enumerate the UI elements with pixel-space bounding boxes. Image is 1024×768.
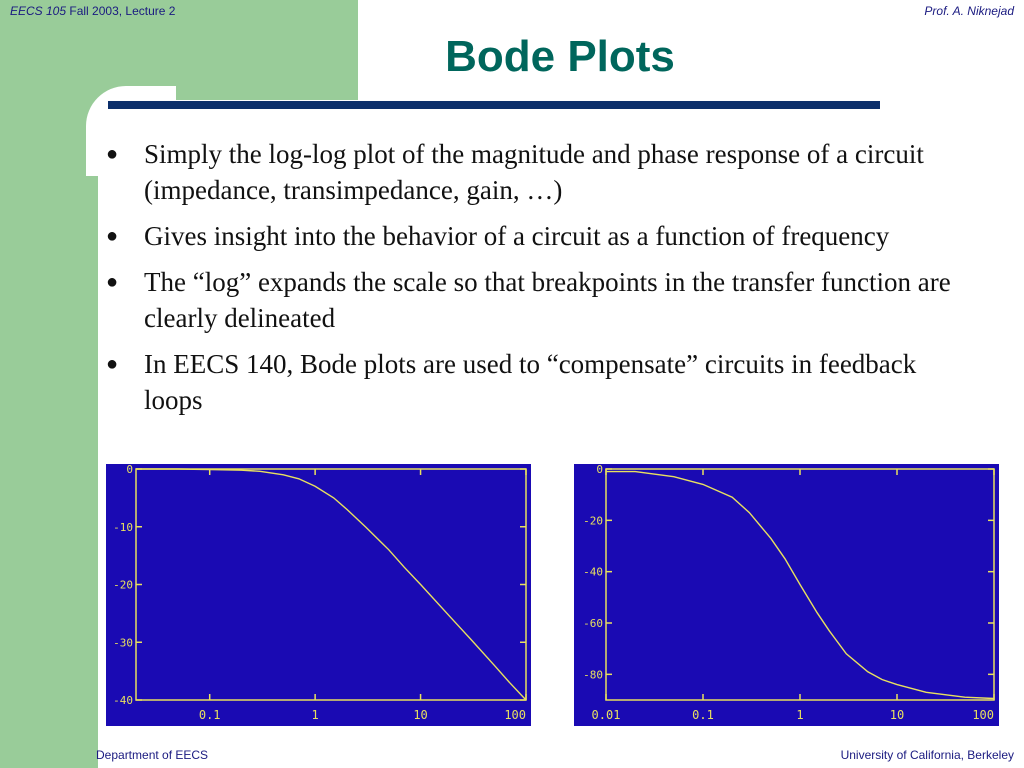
x-tick-label: 1 [311,708,319,722]
x-tick-label: 100 [504,708,526,722]
y-tick-label: 0 [596,464,603,476]
magnitude-plot [106,464,531,726]
course-term: Fall 2003, Lecture 2 [69,4,176,18]
x-tick-label: 0.1 [198,708,221,722]
slide-title: Bode Plots [445,32,675,81]
y-tick-label: 0 [126,464,133,476]
bullet-text: The “log” expands the scale so that breakpoints in the transfer function are clearly delineated [144,267,951,333]
x-tick-label: 100 [972,708,994,722]
left-green-strip [0,90,98,768]
bullet-dot-icon: ● [106,353,119,375]
y-tick-label: -20 [113,578,133,592]
x-tick-label: 0.01 [591,708,621,722]
y-tick-label: -40 [113,694,133,707]
y-tick-label: -80 [583,668,603,682]
phase-plot-svg [574,464,999,726]
x-tick-label: 10 [889,708,905,722]
plot-frame [136,469,526,700]
bullet-dot-icon: ● [106,271,119,293]
x-tick-label: 0.1 [692,708,714,722]
series-line [606,472,994,699]
y-tick-label: -60 [583,617,603,630]
course-code: EECS 105 [10,4,67,18]
magnitude-plot-svg [106,464,531,726]
bullet-text: Gives insight into the behavior of a circuit as a function of frequency [144,221,890,251]
footer-university: University of California, Berkeley [840,748,1014,762]
bullet-item [100,346,980,418]
y-tick-label: -40 [583,565,603,579]
bullet-text: Simply the log-log plot of the magnitude and phase response of a circuit (impedance, transimpedance, gain, …) [144,139,924,205]
bullet-dot-icon: ● [106,225,119,247]
phase-plot [574,464,999,726]
header-course-info [10,4,175,18]
y-tick-label: -10 [113,520,133,534]
series-line [136,469,526,700]
bullet-item [100,218,980,254]
instructor-name: Prof. A. Niknejad [924,4,1014,18]
bullet-text: In EECS 140, Bode plots are used to “compensate” circuits in feedback loops [144,349,917,415]
x-tick-label: 10 [413,708,428,722]
bullet-item [100,264,980,336]
bullet-dot-icon: ● [106,143,119,165]
title-underline [108,101,880,109]
footer-department: Department of EECS [96,748,209,762]
bullet-item [100,136,980,208]
y-tick-label: -30 [113,636,133,650]
y-tick-label: -20 [583,514,603,528]
bullet-list [100,136,980,428]
x-tick-label: 1 [796,708,804,722]
